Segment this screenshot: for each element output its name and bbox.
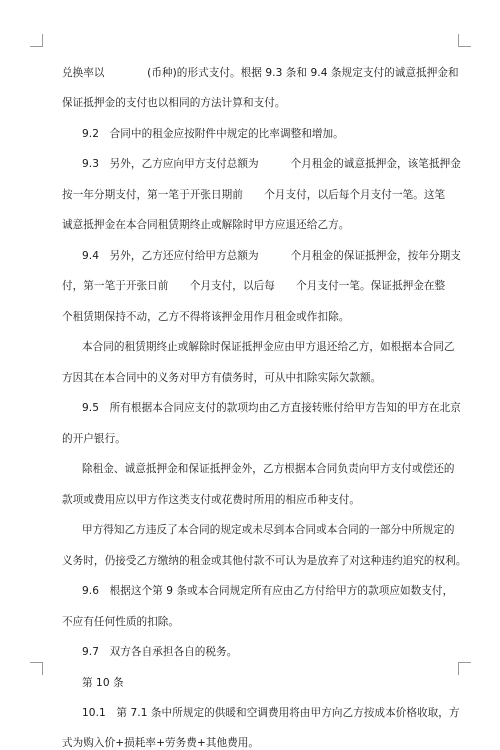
text-line: 义务时，仍接受乙方缴纳的租金或其他付款不可认为是放弃了对这种违约追究的权利。 [62,555,467,567]
crop-mark-bottom-right [458,662,471,675]
crop-mark-top-left [30,34,43,47]
clause-9-3: 9.3 另外，乙方应向甲方支付总额为 个月租金的诚意抵押金，该笔抵押金 [82,158,461,170]
clause-9-6: 9.6 根据这个第 9 条或本合同规定所有应由乙方付给甲方的款项应如数支付， [82,585,454,597]
text-line: 款项或费用应以甲方作这类支付或花费时所用的相应币种支付。 [62,494,361,506]
text-line: 付，第一笔于开张日前 个月支付，以后每 个月支付一笔。保证抵押金在整 [62,280,446,292]
text-line: 不应有任何性质的扣除。 [62,616,180,628]
clause-10-1: 10.1 第 7.1 条中所规定的供暖和空调费用将由甲方向乙方按成本价格收取，方 [82,707,460,719]
text-line: 方因其在本合同中的义务对甲方有债务时，可从中扣除实际欠款额。 [62,372,382,384]
text-line: 保证抵押金的支付也以相同的方法计算和支付。 [62,97,286,109]
clause-9-4: 9.4 另外，乙方还应付给甲方总额为 个月租金的保证抵押金，按年分期支 [82,250,461,262]
text-line: 个租赁期保持不动，乙方不得将该押金用作月租金或作扣除。 [62,311,350,323]
crop-mark-bottom-left [30,662,43,675]
text-line: 诚意抵押金在本合同租赁期终止或解除时甲方应退还给乙方。 [62,219,350,231]
text-line: 按一年分期支付，第一笔于开张日期前 个月支付，以后每个月支付一笔。这笔 [62,189,446,201]
text-line: 的开户银行。 [62,433,126,445]
article-10-heading: 第 10 条 [82,677,124,689]
clause-9-7: 9.7 双方各自承担各自的税务。 [82,646,238,658]
clause-9-5: 9.5 所有根据本合同应支付的款项均由乙方直接转账付给甲方告知的甲方在北京 [82,402,461,414]
clause-9-2: 9.2 合同中的租金应按附件中规定的比率调整和增加。 [82,128,344,140]
paragraph-breach-waiver: 甲方得知乙方违反了本合同的规定或未尽到本合同或本合同的一部分中所规定的 [82,524,455,536]
text-line: 式为购入价+损耗率+劳务费+其他费用。 [62,737,260,749]
text-line: 兑换率以 (币种)的形式支付。根据 9.3 条和 9.4 条规定支付的诚意抵押金和 [62,67,459,79]
paragraph-other-payments: 除租金、诚意抵押金和保证抵押金外，乙方根据本合同负责向甲方支付或偿还的 [82,463,455,475]
paragraph-deposit-return: 本合同的租赁期终止或解除时保证抵押金应由甲方退还给乙方，如根据本合同乙 [82,341,455,353]
crop-mark-top-right [458,34,471,47]
